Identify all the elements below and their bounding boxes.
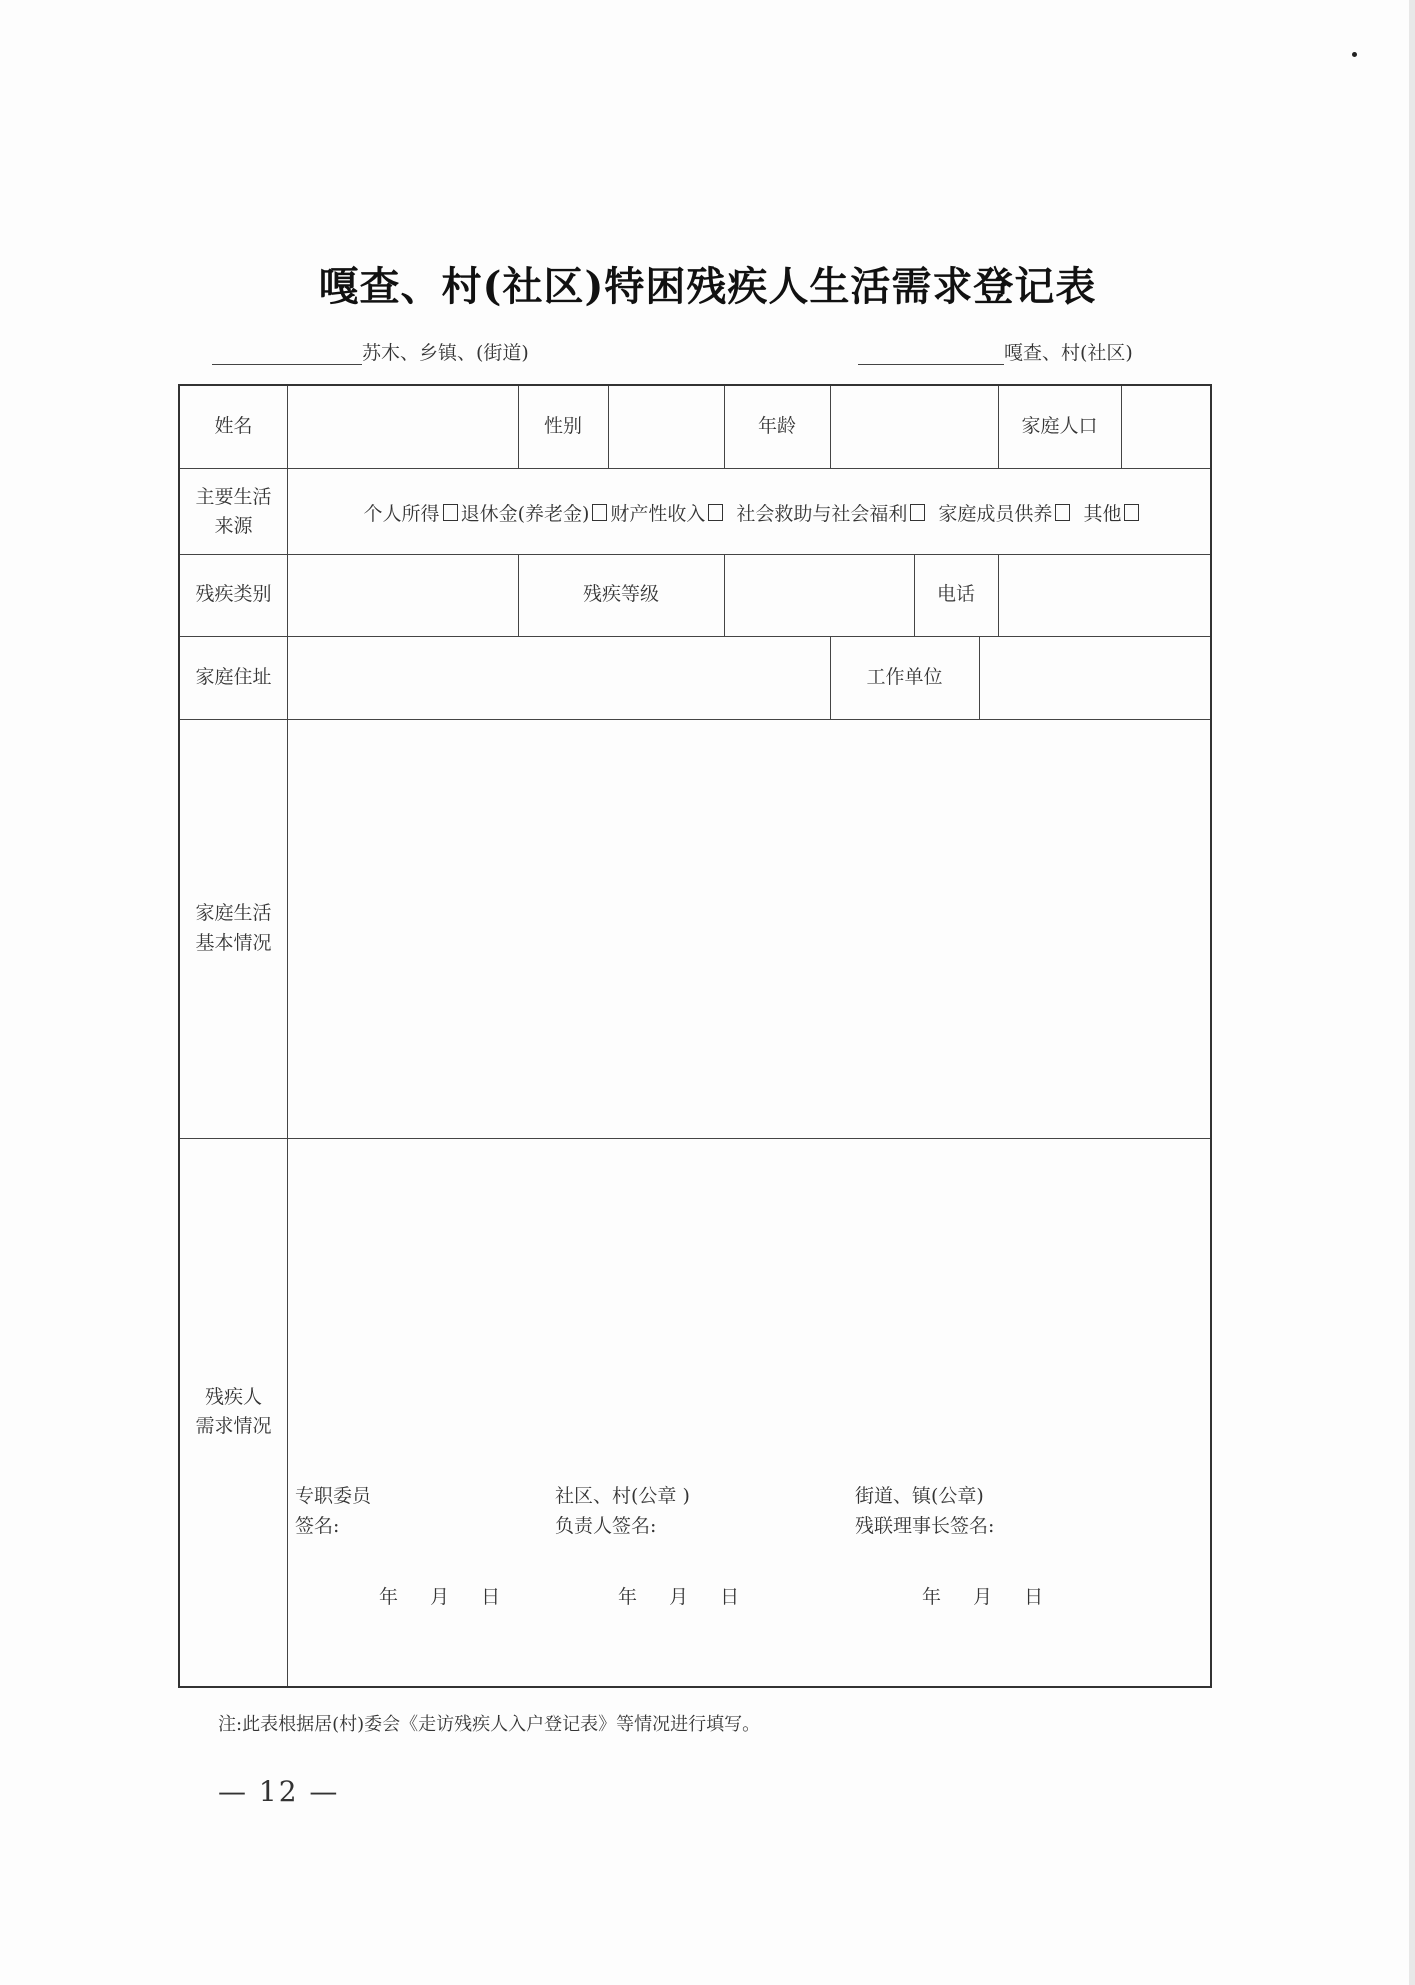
- village-blank[interactable]: [858, 342, 1004, 365]
- township-line: [212, 338, 529, 365]
- phone-label: 电话: [936, 583, 975, 606]
- household-field[interactable]: [1122, 386, 1210, 468]
- date-committee: [379, 1582, 500, 1609]
- needs-label-line1: 残疾人: [204, 1385, 262, 1408]
- month-label: 月: [973, 1586, 993, 1608]
- date-federation: [922, 1582, 1043, 1609]
- form-title: 嘎查、村(社区)特困残疾人生活需求登记表: [318, 263, 1097, 310]
- signature-community: [555, 1481, 690, 1542]
- name-label: 姓名: [214, 415, 253, 438]
- township-blank[interactable]: [212, 342, 362, 365]
- gender-label: 性别: [543, 415, 582, 438]
- option-pension: 退休金(养老金): [460, 502, 590, 525]
- village-label: 嘎查、村(社区): [1004, 342, 1133, 364]
- option-other: 其他: [1083, 502, 1122, 525]
- disability-type-label: 残疾类别: [195, 583, 272, 606]
- age-field[interactable]: [831, 386, 998, 468]
- signature-community-line1: 社区、村(公章 ): [555, 1485, 690, 1507]
- option-family-support: 家庭成员供养: [938, 502, 1053, 525]
- workplace-label: 工作单位: [866, 665, 943, 688]
- option-property-income: 财产性收入: [610, 502, 706, 525]
- footnote: 注:此表根据居(村)委会《走访残疾人入户登记表》等情况进行填写。: [218, 1714, 761, 1735]
- option-social-assistance: 社会救助与社会福利: [736, 502, 908, 525]
- household-label: 家庭人口: [1021, 415, 1098, 438]
- checkbox-other[interactable]: [1124, 504, 1139, 521]
- township-label: 苏木、乡镇、(街道): [362, 342, 529, 364]
- page-number: — 12 —: [218, 1775, 340, 1808]
- checkbox-personal-income[interactable]: [443, 504, 458, 521]
- registration-table: [178, 384, 1212, 1688]
- checkbox-property-income[interactable]: [708, 504, 723, 521]
- needs-field[interactable]: [288, 1139, 1210, 1439]
- signature-federation: [855, 1481, 994, 1542]
- disability-level-field[interactable]: [725, 554, 914, 636]
- day-label: 日: [1024, 1586, 1044, 1608]
- family-situation-label-line1: 家庭生活: [195, 902, 272, 925]
- day-label: 日: [481, 1586, 501, 1608]
- signature-federation-line1: 街道、镇(公章): [855, 1485, 984, 1507]
- family-situation-label-line2: 基本情况: [195, 931, 272, 954]
- address-label: 家庭住址: [195, 665, 272, 688]
- phone-field[interactable]: [999, 554, 1210, 636]
- disability-type-field[interactable]: [288, 554, 518, 636]
- checkbox-social-assistance[interactable]: [910, 504, 925, 521]
- age-label: 年龄: [757, 415, 796, 438]
- address-field[interactable]: [288, 636, 830, 719]
- year-label: 年: [379, 1586, 399, 1608]
- income-source-label-line2: 来源: [214, 515, 253, 537]
- family-situation-field[interactable]: [288, 720, 1210, 1138]
- month-label: 月: [669, 1586, 689, 1608]
- signature-community-line2: 负责人签名:: [555, 1515, 657, 1538]
- signature-committee-line1: 专职委员: [295, 1485, 372, 1507]
- disability-level-label: 残疾等级: [582, 583, 659, 606]
- income-source-label-line1: 主要生活: [195, 485, 272, 508]
- income-options: [294, 470, 1212, 554]
- name-field[interactable]: [288, 386, 518, 468]
- village-line: [858, 338, 1133, 365]
- option-personal-income: 个人所得: [363, 502, 440, 525]
- date-community: [618, 1582, 739, 1609]
- income-source-label: [180, 470, 287, 554]
- family-situation-label: [180, 719, 287, 1138]
- signature-federation-line2: 残联理事长签名:: [855, 1515, 995, 1538]
- row-divider: [180, 468, 1210, 469]
- month-label: 月: [430, 1586, 450, 1608]
- workplace-field[interactable]: [980, 636, 1210, 719]
- day-label: 日: [720, 1586, 740, 1608]
- needs-label: [180, 1138, 287, 1686]
- checkbox-pension[interactable]: [592, 504, 607, 521]
- checkbox-family-support[interactable]: [1055, 504, 1070, 521]
- year-label: 年: [618, 1586, 638, 1608]
- signature-committee: [295, 1481, 371, 1542]
- signature-committee-line2: 签名:: [295, 1515, 340, 1538]
- speck-mark: [1352, 52, 1357, 57]
- year-label: 年: [922, 1586, 942, 1608]
- needs-label-line2: 需求情况: [195, 1415, 272, 1437]
- gender-field[interactable]: [609, 386, 724, 468]
